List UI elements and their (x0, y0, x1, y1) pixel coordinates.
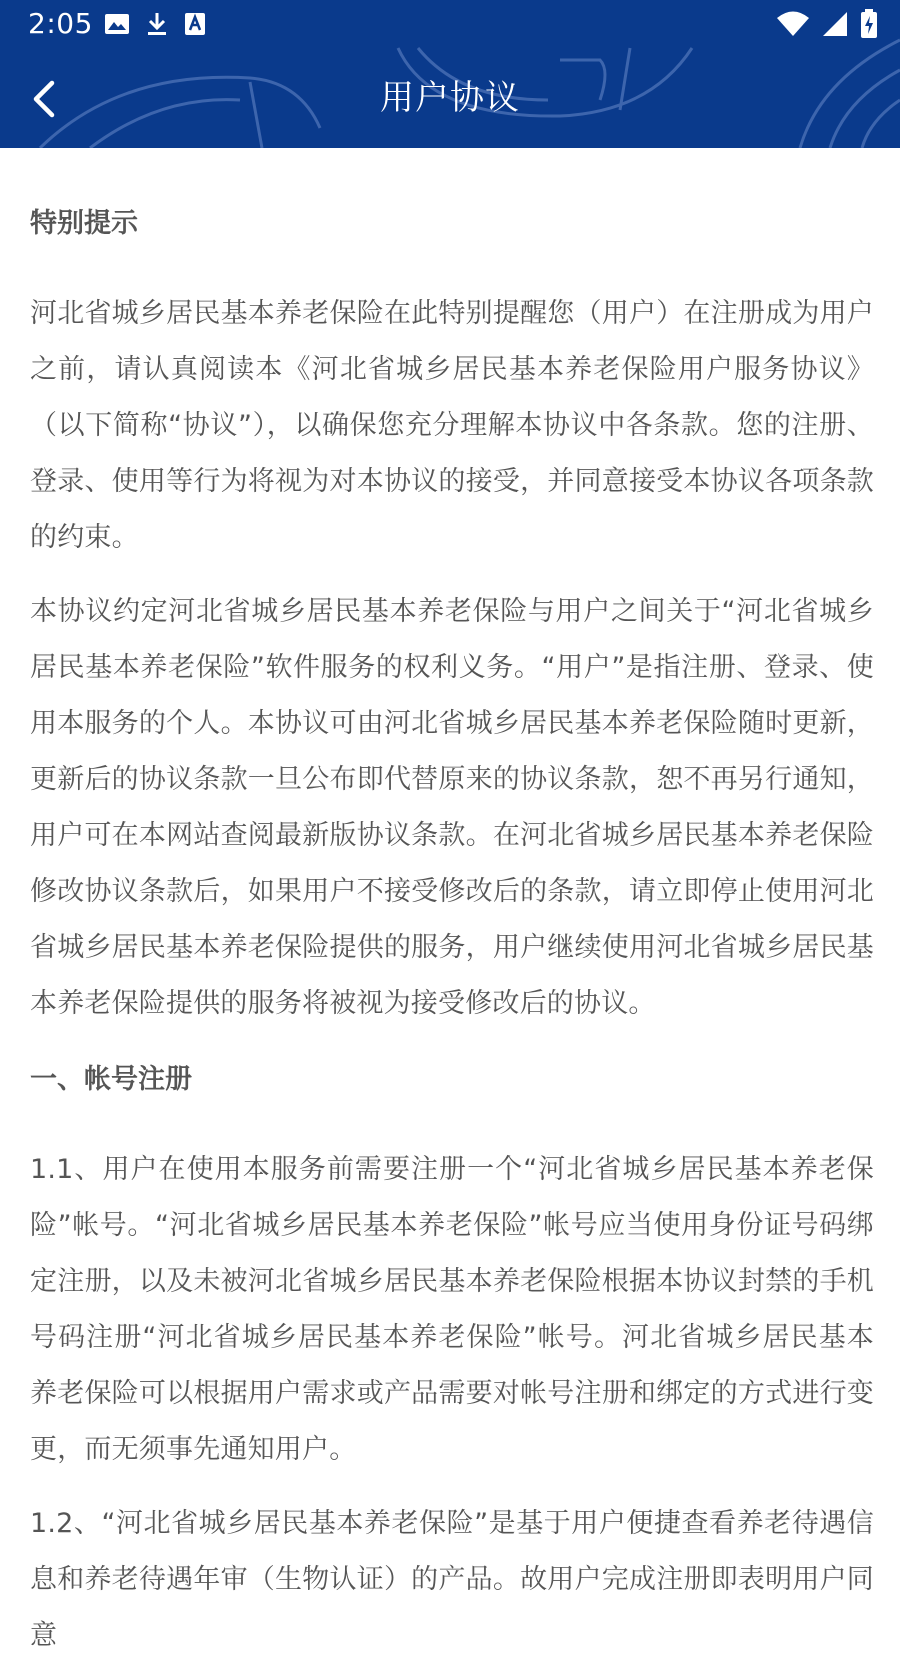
image-icon (104, 13, 130, 35)
section-heading-special-notice: 特别提示 (30, 208, 138, 239)
battery-charging-icon (860, 9, 878, 39)
status-system-icons (776, 8, 878, 40)
agreement-content[interactable] (30, 148, 874, 1664)
font-icon (184, 12, 206, 36)
wifi-icon (776, 11, 810, 37)
page-title: 用户协议 (380, 78, 520, 118)
status-time: 2:05 (28, 7, 93, 40)
app-header (0, 0, 900, 148)
agreement-paragraph: 1.1、用户在使用本服务前需要注册一个“河北省城乡居民基本养老保险”帐号。“河北省城乡居民基本养老保险”帐号应当使用身份证号码绑定注册，以及未被河北省城乡居民基本养老保险根据本协议封禁的手机号码注册“河北省城乡居民基本养老保险”帐号。河北省城乡居民基本养老保险可以根据用户需求或产品需要对帐号注册和绑定的方式进行变更，而无须事先通知用户。 (30, 1154, 874, 1465)
toolbar (0, 48, 900, 148)
status-notification-icons (104, 10, 206, 38)
agreement-paragraph: 1.2、“河北省城乡居民基本养老保险”是基于用户便捷查看养老待遇信息和养老待遇年审（生物认证）的产品。故用户完成注册即表明用户同意 (30, 1508, 874, 1651)
cellular-signal-icon (822, 11, 848, 37)
download-icon (146, 11, 168, 37)
agreement-paragraph: 河北省城乡居民基本养老保险在此特别提醒您（用户）在注册成为用户之前，请认真阅读本《河北省城乡居民基本养老保险用户服务协议》（以下简称“协议”），以确保您充分理解本协议中各条款。您的注册、登录、使用等行为将视为对本协议的接受，并同意接受本协议各项条款的约束。 (30, 298, 874, 553)
back-button[interactable] (18, 74, 68, 124)
status-bar (0, 0, 900, 48)
agreement-paragraph: 本协议约定河北省城乡居民基本养老保险与用户之间关于“河北省城乡居民基本养老保险”软件服务的权利义务。“用户”是指注册、登录、使用本服务的个人。本协议可由河北省城乡居民基本养老保险随时更新，更新后的协议条款一旦公布即代替原来的协议条款，恕不再另行通知，用户可在本网站查阅最新版协议条款。在河北省城乡居民基本养老保险修改协议条款后，如果用户不接受修改后的条款，请立即停止使用河北省城乡居民基本养老保险提供的服务，用户继续使用河北省城乡居民基本养老保险提供的服务将被视为接受修改后的协议。 (30, 596, 874, 1019)
chevron-left-icon (28, 79, 58, 119)
section-heading-account-registration: 一、帐号注册 (30, 1064, 192, 1095)
